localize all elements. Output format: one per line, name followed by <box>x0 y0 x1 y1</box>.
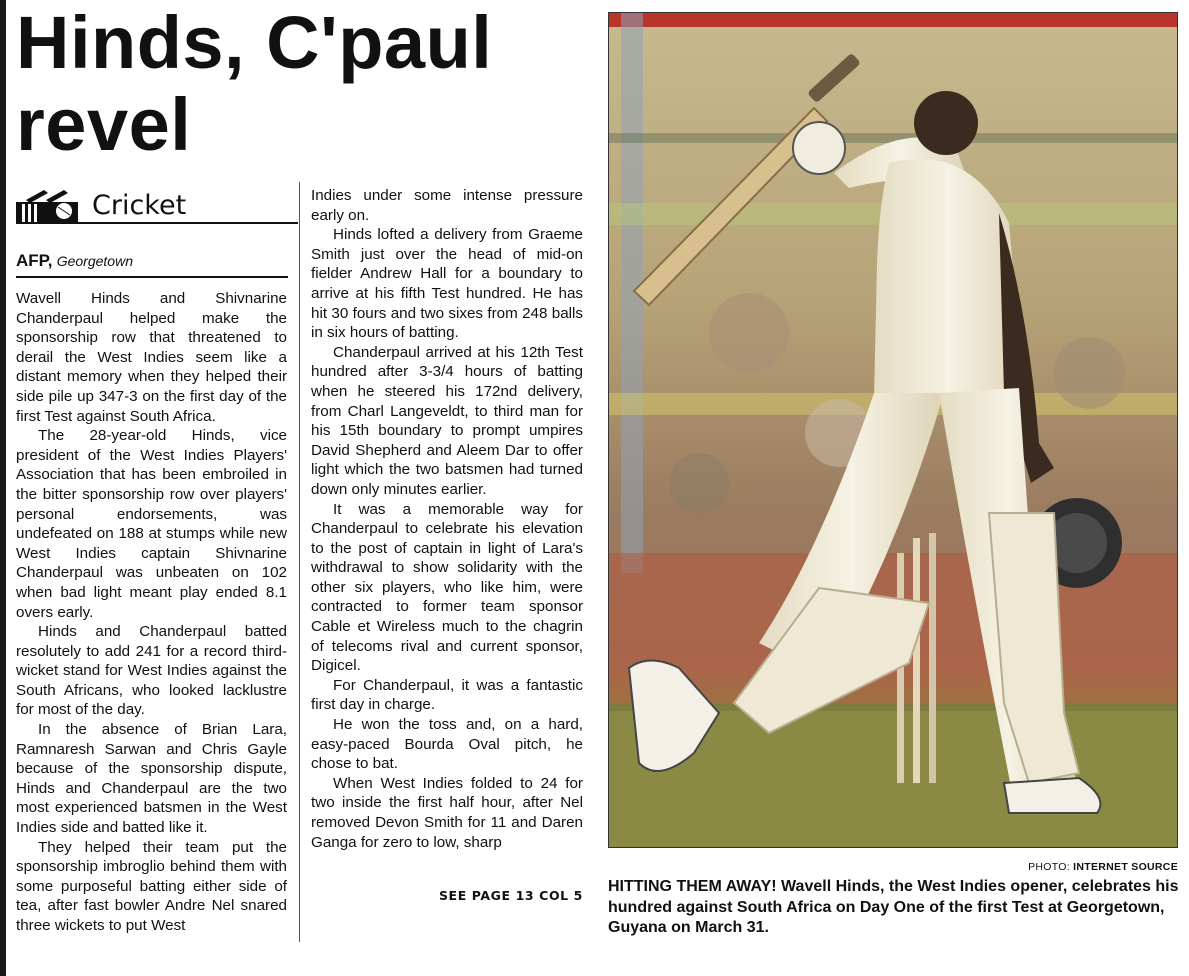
paragraph: In the absence of Brian Lara, Ramnaresh Sarwan and Chris Gayle because of the sponsorship dispute, Hinds and Chanderpaul are the two most experienced batsmen in the West Indies side and batted like it. <box>16 721 287 837</box>
section-underline <box>16 222 298 224</box>
batsman-celebration-image <box>609 13 1178 848</box>
photo-credit <box>608 861 1178 873</box>
paragraph: Indies under some intense pressure early on. <box>311 187 583 224</box>
article-column-1 <box>16 289 287 936</box>
paragraph: He won the toss and, on a hard, easy-paced Bourda Oval pitch, he chose to bat. <box>311 716 583 773</box>
paragraph: For Chanderpaul, it was a fantastic first day in charge. <box>311 676 583 714</box>
paragraph: When West Indies folded to 24 for two inside the first half hour, after Nel removed Devon Smith for 11 and Daren Ganga for zero to low, sharp <box>311 774 583 851</box>
byline-rule <box>16 276 288 278</box>
headline: Hinds, C'paul revel <box>16 1 493 166</box>
photo-credit-prefix: PHOTO: <box>1028 861 1070 873</box>
byline <box>16 251 133 272</box>
byline-agency: AFP, <box>16 251 53 270</box>
jump-line: SEE PAGE 13 COL 5 <box>438 888 583 903</box>
paragraph: Hinds and Chanderpaul batted resolutely to add 241 for a record third-wicket stand for West Indies against the South Africans, who looked lacklustre for most of the day. <box>16 623 287 719</box>
paragraph: They helped their team put the sponsorship imbroglio behind them with some purposeful batting either side of tea, after fast bowler Andre Nel snared three wickets to put West <box>16 838 287 934</box>
match-photo <box>608 12 1178 848</box>
photo-credit-source: INTERNET SOURCE <box>1073 861 1178 873</box>
paragraph: It was a memorable way for Chanderpaul to celebrate his elevation to the post of captain in light of Lara's withdrawal to show solidarity with the other six players, who like him, were contracted to former team sponsor Cable et Wireless much to the chagrin of telecoms rival and current sponsor, Digicel. <box>311 500 583 675</box>
paragraph: Hinds lofted a delivery from Graeme Smith just over the head of mid-on fielder Andrew Hall for a boundary to arrive at his fifth Test hundred. He has hit 30 fours and two sixes from 248 balls in six hours of batting. <box>311 226 583 342</box>
paragraph: Chanderpaul arrived at his 12th Test hundred after 3-3/4 hours of batting when he steered his 172nd delivery, from Charl Langeveldt, to third man for his 15th boundary to prompt umpires David Shepherd and Aleem Dar to offer light which the two batsmen had turned down only minutes earlier. <box>311 343 583 498</box>
paragraph: The 28-year-old Hinds, vice president of the West Indies Players' Association that has been embroiled in the bitter sponsorship row over players' personal endorsements, was undefeated on 188 at stumps while new West Indies captain Shivnarine Chanderpaul was unbeaten on 102 when bad light meant play ended 8.1 overs early. <box>16 427 287 621</box>
column-divider <box>299 182 300 942</box>
section-tag <box>16 186 298 226</box>
article-column-2 <box>311 186 583 852</box>
section-label: Cricket <box>92 190 187 221</box>
cricket-logo-icon <box>16 188 86 224</box>
photo-caption: HITTING THEM AWAY! Wavell Hinds, the West Indies opener, celebrates his hundred against South Africa on Day One of the first Test at Georgetown, Guyana on March 31. <box>608 878 1179 936</box>
paragraph: Wavell Hinds and Shivnarine Chanderpaul helped make the sponsorship row that threatened to derail the West Indies seem like a distant memory when they helped their side pile up 347-3 on the first day of the first Test against South Africa. <box>16 290 287 425</box>
page-left-rule <box>0 0 6 976</box>
byline-place: Georgetown <box>56 253 133 269</box>
